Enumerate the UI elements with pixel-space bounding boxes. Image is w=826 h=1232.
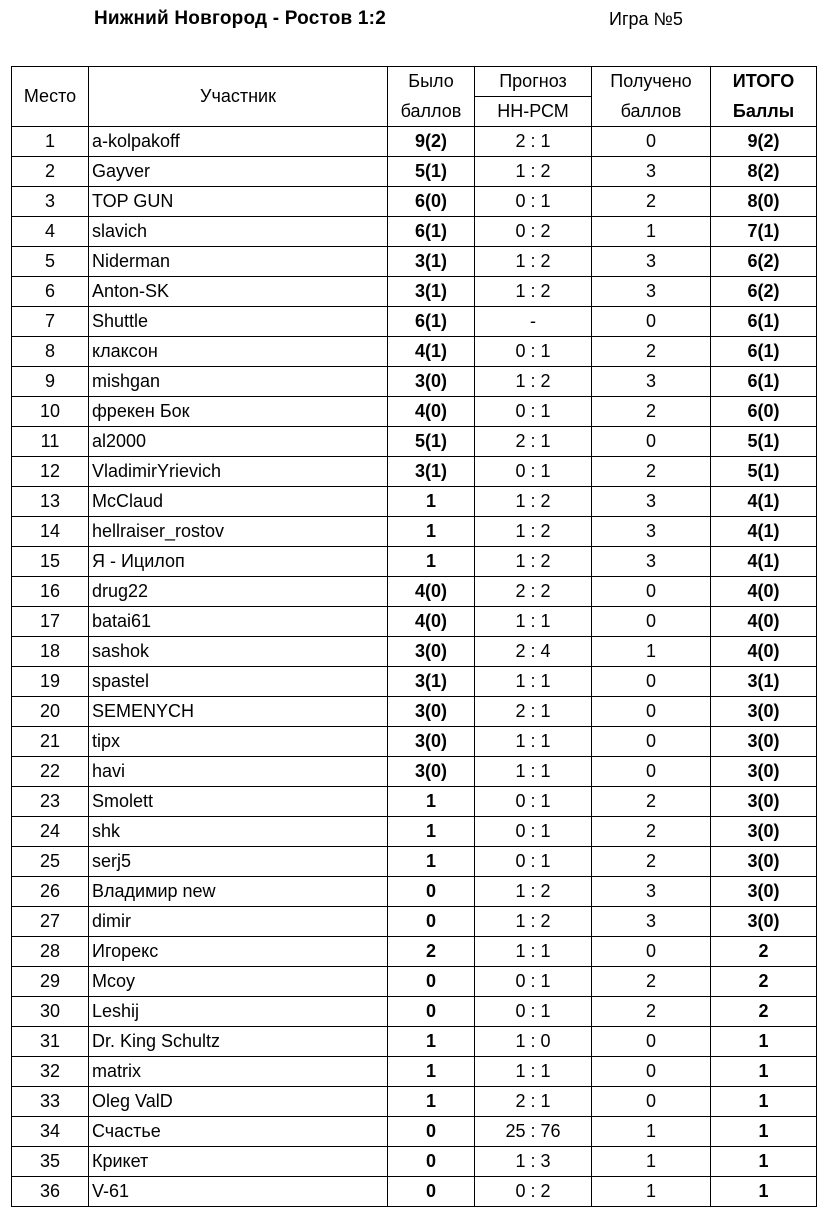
- cell-participant: Я - Ицилоп: [89, 547, 388, 577]
- cell-received-points: 0: [592, 757, 711, 787]
- cell-before-points: 1: [388, 487, 475, 517]
- cell-forecast: 0 : 2: [475, 1177, 592, 1207]
- cell-forecast: 1 : 2: [475, 517, 592, 547]
- table-row: [12, 937, 817, 967]
- cell-total-points: 1: [711, 1057, 817, 1087]
- table-row: [12, 367, 817, 397]
- cell-received-points: 3: [592, 367, 711, 397]
- cell-forecast: 1 : 2: [475, 277, 592, 307]
- cell-received-points: 3: [592, 517, 711, 547]
- cell-participant: havi: [89, 757, 388, 787]
- cell-before-points: 0: [388, 907, 475, 937]
- cell-participant: Anton-SK: [89, 277, 388, 307]
- cell-total-points: 9(2): [711, 127, 817, 157]
- cell-received-points: 1: [592, 217, 711, 247]
- cell-before-points: 0: [388, 1117, 475, 1147]
- cell-received-points: 0: [592, 1027, 711, 1057]
- cell-received-points: 3: [592, 157, 711, 187]
- cell-total-points: 3(0): [711, 727, 817, 757]
- cell-place: 8: [12, 337, 89, 367]
- cell-place: 26: [12, 877, 89, 907]
- cell-before-points: 6(1): [388, 307, 475, 337]
- cell-total-points: 4(0): [711, 637, 817, 667]
- cell-forecast: 1 : 3: [475, 1147, 592, 1177]
- cell-place: 21: [12, 727, 89, 757]
- cell-received-points: 2: [592, 397, 711, 427]
- cell-total-points: 6(2): [711, 247, 817, 277]
- cell-total-points: 2: [711, 937, 817, 967]
- cell-forecast: 1 : 2: [475, 877, 592, 907]
- table-row: [12, 757, 817, 787]
- cell-participant: serj5: [89, 847, 388, 877]
- cell-total-points: 2: [711, 997, 817, 1027]
- cell-participant: shk: [89, 817, 388, 847]
- cell-participant: Smolett: [89, 787, 388, 817]
- cell-participant: al2000: [89, 427, 388, 457]
- cell-forecast: 1 : 2: [475, 367, 592, 397]
- cell-participant: Oleg ValD: [89, 1087, 388, 1117]
- cell-forecast: 0 : 1: [475, 787, 592, 817]
- table-row: [12, 187, 817, 217]
- cell-total-points: 5(1): [711, 457, 817, 487]
- header-before-line2: баллов: [388, 97, 475, 127]
- cell-before-points: 3(1): [388, 457, 475, 487]
- cell-place: 31: [12, 1027, 89, 1057]
- table-row: [12, 547, 817, 577]
- cell-participant: клаксон: [89, 337, 388, 367]
- cell-before-points: 3(0): [388, 757, 475, 787]
- cell-total-points: 6(1): [711, 307, 817, 337]
- cell-forecast: 1 : 2: [475, 247, 592, 277]
- cell-before-points: 9(2): [388, 127, 475, 157]
- table-row: [12, 427, 817, 457]
- cell-received-points: 3: [592, 277, 711, 307]
- cell-participant: a-kolpakoff: [89, 127, 388, 157]
- cell-place: 30: [12, 997, 89, 1027]
- header-place: Место: [12, 67, 89, 127]
- cell-before-points: 4(1): [388, 337, 475, 367]
- table-row: [12, 127, 817, 157]
- cell-forecast: 2 : 2: [475, 577, 592, 607]
- cell-forecast: 1 : 1: [475, 937, 592, 967]
- table-row: [12, 907, 817, 937]
- cell-received-points: 0: [592, 607, 711, 637]
- table-row: [12, 157, 817, 187]
- cell-participant: VladimirYrievich: [89, 457, 388, 487]
- cell-place: 35: [12, 1147, 89, 1177]
- cell-before-points: 3(0): [388, 697, 475, 727]
- cell-place: 20: [12, 697, 89, 727]
- cell-place: 12: [12, 457, 89, 487]
- cell-place: 28: [12, 937, 89, 967]
- cell-before-points: 3(0): [388, 367, 475, 397]
- table-row: [12, 1057, 817, 1087]
- cell-place: 4: [12, 217, 89, 247]
- cell-total-points: 8(0): [711, 187, 817, 217]
- header-forecast-line1: Прогноз: [475, 67, 592, 97]
- table-row: [12, 517, 817, 547]
- cell-forecast: 25 : 76: [475, 1117, 592, 1147]
- cell-place: 9: [12, 367, 89, 397]
- table-row: [12, 307, 817, 337]
- cell-before-points: 3(0): [388, 637, 475, 667]
- cell-place: 2: [12, 157, 89, 187]
- cell-received-points: 2: [592, 187, 711, 217]
- cell-before-points: 6(1): [388, 217, 475, 247]
- table-row: [12, 1027, 817, 1057]
- cell-place: 11: [12, 427, 89, 457]
- cell-participant: matrix: [89, 1057, 388, 1087]
- cell-before-points: 2: [388, 937, 475, 967]
- cell-participant: drug22: [89, 577, 388, 607]
- cell-forecast: 0 : 1: [475, 847, 592, 877]
- cell-total-points: 4(0): [711, 577, 817, 607]
- table-header: [12, 67, 817, 127]
- table-row: [12, 217, 817, 247]
- cell-forecast: 2 : 1: [475, 697, 592, 727]
- cell-before-points: 0: [388, 967, 475, 997]
- cell-participant: V-61: [89, 1177, 388, 1207]
- header-before-line1: Было: [388, 67, 475, 97]
- cell-total-points: 6(2): [711, 277, 817, 307]
- cell-total-points: 1: [711, 1087, 817, 1117]
- cell-received-points: 2: [592, 997, 711, 1027]
- cell-participant: spastel: [89, 667, 388, 697]
- cell-forecast: 2 : 1: [475, 427, 592, 457]
- cell-place: 27: [12, 907, 89, 937]
- cell-received-points: 0: [592, 577, 711, 607]
- cell-before-points: 1: [388, 1057, 475, 1087]
- cell-participant: TOP GUN: [89, 187, 388, 217]
- table-row: [12, 1117, 817, 1147]
- cell-forecast: 0 : 1: [475, 397, 592, 427]
- cell-before-points: 4(0): [388, 397, 475, 427]
- cell-forecast: 0 : 1: [475, 187, 592, 217]
- header-forecast-line2: НН-РСМ: [475, 97, 592, 127]
- cell-forecast: 1 : 0: [475, 1027, 592, 1057]
- cell-received-points: 1: [592, 637, 711, 667]
- cell-participant: Mcoy: [89, 967, 388, 997]
- cell-before-points: 4(0): [388, 577, 475, 607]
- cell-before-points: 1: [388, 847, 475, 877]
- cell-place: 15: [12, 547, 89, 577]
- cell-received-points: 2: [592, 787, 711, 817]
- cell-received-points: 0: [592, 427, 711, 457]
- cell-forecast: 0 : 2: [475, 217, 592, 247]
- table-row: [12, 1147, 817, 1177]
- cell-received-points: 1: [592, 1177, 711, 1207]
- cell-forecast: -: [475, 307, 592, 337]
- cell-place: 24: [12, 817, 89, 847]
- cell-before-points: 1: [388, 787, 475, 817]
- cell-before-points: 1: [388, 1027, 475, 1057]
- table-row: [12, 967, 817, 997]
- cell-participant: sashok: [89, 637, 388, 667]
- cell-before-points: 1: [388, 547, 475, 577]
- header-total-line2: Баллы: [711, 97, 817, 127]
- cell-place: 1: [12, 127, 89, 157]
- cell-received-points: 2: [592, 847, 711, 877]
- cell-before-points: 3(1): [388, 247, 475, 277]
- table-row: [12, 397, 817, 427]
- cell-place: 10: [12, 397, 89, 427]
- cell-total-points: 8(2): [711, 157, 817, 187]
- cell-place: 17: [12, 607, 89, 637]
- cell-total-points: 4(0): [711, 607, 817, 637]
- cell-before-points: 1: [388, 817, 475, 847]
- cell-received-points: 2: [592, 817, 711, 847]
- table-row: [12, 997, 817, 1027]
- table-row: [12, 697, 817, 727]
- cell-participant: dimir: [89, 907, 388, 937]
- cell-received-points: 3: [592, 907, 711, 937]
- table-row: [12, 817, 817, 847]
- cell-place: 23: [12, 787, 89, 817]
- cell-forecast: 1 : 2: [475, 907, 592, 937]
- cell-forecast: 1 : 1: [475, 727, 592, 757]
- cell-forecast: 1 : 1: [475, 607, 592, 637]
- header-received-line2: баллов: [592, 97, 711, 127]
- table-row: [12, 1087, 817, 1117]
- cell-place: 19: [12, 667, 89, 697]
- table-row: [12, 727, 817, 757]
- cell-total-points: 3(0): [711, 907, 817, 937]
- cell-received-points: 0: [592, 697, 711, 727]
- cell-forecast: 1 : 2: [475, 487, 592, 517]
- cell-participant: batai61: [89, 607, 388, 637]
- cell-place: 3: [12, 187, 89, 217]
- cell-before-points: 3(1): [388, 667, 475, 697]
- cell-before-points: 5(1): [388, 157, 475, 187]
- cell-total-points: 3(0): [711, 787, 817, 817]
- cell-received-points: 3: [592, 247, 711, 277]
- cell-total-points: 3(1): [711, 667, 817, 697]
- table-row: [12, 277, 817, 307]
- cell-forecast: 2 : 1: [475, 127, 592, 157]
- cell-forecast: 1 : 2: [475, 547, 592, 577]
- table-row: [12, 787, 817, 817]
- cell-total-points: 3(0): [711, 847, 817, 877]
- cell-participant: mishgan: [89, 367, 388, 397]
- cell-total-points: 1: [711, 1177, 817, 1207]
- cell-place: 33: [12, 1087, 89, 1117]
- table-row: [12, 667, 817, 697]
- cell-place: 13: [12, 487, 89, 517]
- cell-total-points: 6(1): [711, 367, 817, 397]
- cell-forecast: 0 : 1: [475, 457, 592, 487]
- page-title: Нижний Новгород - Ростов 1:2: [94, 8, 386, 29]
- cell-before-points: 6(0): [388, 187, 475, 217]
- cell-before-points: 0: [388, 877, 475, 907]
- cell-place: 18: [12, 637, 89, 667]
- cell-participant: Игорекс: [89, 937, 388, 967]
- cell-received-points: 2: [592, 337, 711, 367]
- cell-participant: Niderman: [89, 247, 388, 277]
- cell-place: 6: [12, 277, 89, 307]
- table-row: [12, 637, 817, 667]
- cell-before-points: 3(0): [388, 727, 475, 757]
- cell-before-points: 1: [388, 1087, 475, 1117]
- cell-received-points: 2: [592, 967, 711, 997]
- cell-total-points: 4(1): [711, 547, 817, 577]
- cell-participant: SEMENYCH: [89, 697, 388, 727]
- table-row: [12, 337, 817, 367]
- cell-forecast: 1 : 1: [475, 1057, 592, 1087]
- cell-place: 36: [12, 1177, 89, 1207]
- cell-total-points: 2: [711, 967, 817, 997]
- table-row: [12, 877, 817, 907]
- cell-participant: Счастье: [89, 1117, 388, 1147]
- cell-received-points: 1: [592, 1117, 711, 1147]
- cell-place: 7: [12, 307, 89, 337]
- cell-received-points: 2: [592, 457, 711, 487]
- table-body: [12, 127, 817, 1207]
- cell-forecast: 1 : 1: [475, 757, 592, 787]
- cell-place: 25: [12, 847, 89, 877]
- cell-forecast: 0 : 1: [475, 997, 592, 1027]
- header-participant: Участник: [89, 67, 388, 127]
- cell-place: 32: [12, 1057, 89, 1087]
- cell-before-points: 5(1): [388, 427, 475, 457]
- cell-participant: Владимир new: [89, 877, 388, 907]
- cell-before-points: 3(1): [388, 277, 475, 307]
- cell-total-points: 7(1): [711, 217, 817, 247]
- header-total-line1: ИТОГО: [711, 67, 817, 97]
- table-row: [12, 577, 817, 607]
- cell-total-points: 3(0): [711, 877, 817, 907]
- standings-table: [11, 66, 817, 1207]
- cell-received-points: 0: [592, 727, 711, 757]
- cell-total-points: 1: [711, 1117, 817, 1147]
- table-row: [12, 1177, 817, 1207]
- cell-received-points: 3: [592, 487, 711, 517]
- cell-participant: Dr. King Schultz: [89, 1027, 388, 1057]
- cell-before-points: 0: [388, 1147, 475, 1177]
- cell-before-points: 0: [388, 1177, 475, 1207]
- cell-place: 22: [12, 757, 89, 787]
- cell-forecast: 0 : 1: [475, 817, 592, 847]
- cell-total-points: 3(0): [711, 757, 817, 787]
- cell-participant: tipx: [89, 727, 388, 757]
- cell-received-points: 0: [592, 307, 711, 337]
- cell-total-points: 4(1): [711, 517, 817, 547]
- cell-participant: фрекен Бок: [89, 397, 388, 427]
- cell-place: 5: [12, 247, 89, 277]
- cell-received-points: 0: [592, 1087, 711, 1117]
- table-row: [12, 487, 817, 517]
- cell-total-points: 1: [711, 1027, 817, 1057]
- cell-received-points: 0: [592, 667, 711, 697]
- cell-received-points: 0: [592, 937, 711, 967]
- cell-forecast: 2 : 1: [475, 1087, 592, 1117]
- cell-received-points: 3: [592, 877, 711, 907]
- cell-place: 14: [12, 517, 89, 547]
- cell-total-points: 1: [711, 1147, 817, 1177]
- cell-received-points: 1: [592, 1147, 711, 1177]
- cell-forecast: 1 : 2: [475, 157, 592, 187]
- cell-before-points: 4(0): [388, 607, 475, 637]
- cell-total-points: 5(1): [711, 427, 817, 457]
- table-row: [12, 457, 817, 487]
- game-number: Игра №5: [609, 9, 683, 29]
- table-row: [12, 607, 817, 637]
- cell-participant: Shuttle: [89, 307, 388, 337]
- cell-place: 16: [12, 577, 89, 607]
- cell-forecast: 2 : 4: [475, 637, 592, 667]
- cell-total-points: 4(1): [711, 487, 817, 517]
- cell-received-points: 3: [592, 547, 711, 577]
- cell-before-points: 1: [388, 517, 475, 547]
- cell-total-points: 3(0): [711, 697, 817, 727]
- cell-participant: McClaud: [89, 487, 388, 517]
- cell-place: 34: [12, 1117, 89, 1147]
- cell-participant: hellraiser_rostov: [89, 517, 388, 547]
- cell-participant: slavich: [89, 217, 388, 247]
- table-row: [12, 847, 817, 877]
- table-row: [12, 247, 817, 277]
- cell-received-points: 0: [592, 127, 711, 157]
- cell-participant: Gayver: [89, 157, 388, 187]
- cell-place: 29: [12, 967, 89, 997]
- cell-participant: Leshij: [89, 997, 388, 1027]
- cell-total-points: 3(0): [711, 817, 817, 847]
- cell-forecast: 0 : 1: [475, 337, 592, 367]
- cell-participant: Крикет: [89, 1147, 388, 1177]
- header-received-line1: Получено: [592, 67, 711, 97]
- cell-forecast: 1 : 1: [475, 667, 592, 697]
- cell-total-points: 6(1): [711, 337, 817, 367]
- cell-total-points: 6(0): [711, 397, 817, 427]
- cell-received-points: 0: [592, 1057, 711, 1087]
- cell-forecast: 0 : 1: [475, 967, 592, 997]
- cell-before-points: 0: [388, 997, 475, 1027]
